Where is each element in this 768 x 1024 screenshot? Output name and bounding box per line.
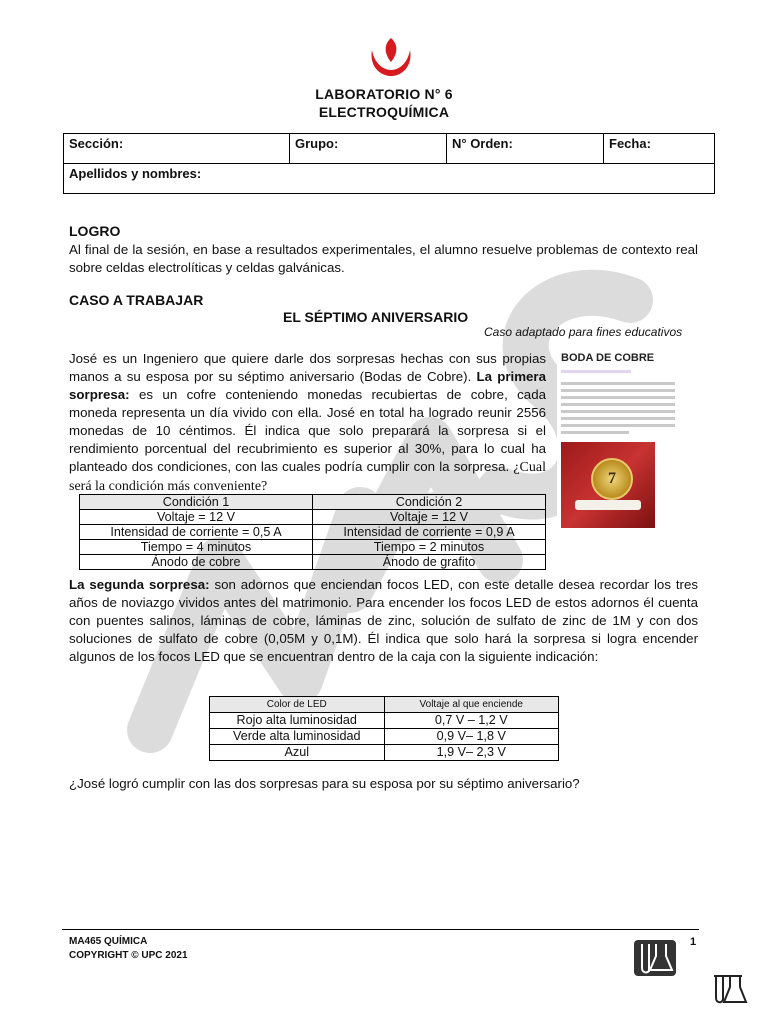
- medal-icon: 7: [591, 458, 633, 500]
- source-note: Caso adaptado para fines educativos: [484, 325, 683, 339]
- logro-text: Al final de la sesión, en base a resultados experimentales, el alumno resuelve problemas de contexto real sobre celdas electrolíticas y celdas galvánicas.: [69, 242, 698, 275]
- table-row: [80, 555, 546, 570]
- led-color-header: Color de LED: [210, 697, 385, 713]
- first-surprise-question: ¿Cual será la condición más conveniente?: [69, 460, 546, 494]
- student-info-table: [63, 133, 715, 194]
- second-surprise-text: son adornos que enciendan focos LED, con este detalle desea recordar los tres años de noviazgo vividos antes del matrimonio. Para encender los focos LED de estos adornos él cuenta con puentes salinos, láminas de cobre, láminas de zinc, solución de sulfato de zinc de 1M y con dos soluciones de sulfato de cobre (0,05M y 0,1M). Él indica que solo hará la sorpresa si logra encender algunos de los focos LED que se encuentran dentro de la caja con la siguiente indicación:: [69, 577, 699, 664]
- table-cell: 1,9 V– 2,3 V: [384, 745, 559, 761]
- second-surprise-paragraph: [69, 576, 698, 666]
- caso-heading: CASO A TRABAJAR: [69, 292, 204, 308]
- lab-subtitle: ELECTROQUÍMICA: [318, 104, 450, 120]
- table-cell: Ánodo de grafito: [313, 555, 546, 570]
- table-row: [210, 729, 559, 745]
- table-cell: Verde alta luminosidad: [210, 729, 385, 745]
- lab-flask-outline-icon: [710, 972, 750, 1008]
- table-cell: Azul: [210, 745, 385, 761]
- condition-2-header: Condición 2: [313, 495, 546, 510]
- table-cell: Tiempo = 2 minutos: [313, 540, 546, 555]
- lab-title: LABORATORIO N° 6: [315, 86, 453, 102]
- boda-de-cobre-clipping: [557, 346, 683, 536]
- table-cell: Rojo alta luminosidad: [210, 713, 385, 729]
- clipping-text-block: [561, 382, 675, 434]
- clipping-meta-bar: [561, 370, 631, 373]
- table-cell: 0,7 V – 1,2 V: [384, 713, 559, 729]
- second-surprise-label: La segunda sorpresa:: [69, 577, 210, 592]
- table-cell: Tiempo = 4 minutos: [80, 540, 313, 555]
- upc-logo-icon: [366, 34, 416, 78]
- lab-flask-icon: [632, 938, 678, 978]
- final-question: ¿José logró cumplir con las dos sorpresas para su esposa por su séptimo aniversario?: [69, 776, 580, 791]
- table-cell: Intensidad de corriente = 0,9 A: [313, 525, 546, 540]
- table-row: [80, 510, 546, 525]
- table-cell: 0,9 V– 1,8 V: [384, 729, 559, 745]
- led-voltage-header: Voltaje al que enciende: [384, 697, 559, 713]
- table-cell: Voltaje = 12 V: [80, 510, 313, 525]
- intro-text: José es un Ingeniero que quiere darle dos sorpresas hechas con sus propias manos a su esposa por su séptimo aniversario (Bodas de Cobre).: [69, 351, 546, 384]
- first-surprise-text: es un cofre conteniendo monedas recubiertas de cobre, cada moneda representa un día vivido con ella. José en total ha logrado reunir 2556 monedas de 10 céntimos. Él indica que solo preparará la sorpresa si el rendimiento porcentual del recubrimiento es superior al 30%, para lo cual ha planteado dos condiciones, con las cuales podría cumplir con la sorpresa.: [69, 387, 546, 474]
- orden-field[interactable]: N° Orden:: [447, 134, 604, 164]
- table-cell: Voltaje = 12 V: [313, 510, 546, 525]
- table-row: [80, 540, 546, 555]
- anniversary-photo: [561, 442, 655, 528]
- grupo-field[interactable]: Grupo:: [290, 134, 447, 164]
- footer-divider: [62, 929, 699, 930]
- case-intro-paragraph: [69, 350, 546, 496]
- clipping-heading: BODA DE COBRE: [561, 352, 655, 364]
- logro-heading: LOGRO: [69, 223, 121, 239]
- fecha-field[interactable]: Fecha:: [604, 134, 715, 164]
- table-row: [210, 745, 559, 761]
- table-row: [210, 713, 559, 729]
- caso-title: EL SÉPTIMO ANIVERSARIO: [283, 309, 469, 325]
- page-number: 1: [690, 936, 697, 948]
- first-surprise-label: La primera sorpresa:: [69, 369, 546, 402]
- table-cell: Ánodo de cobre: [80, 555, 313, 570]
- table-row: [80, 525, 546, 540]
- condition-1-header: Condición 1: [80, 495, 313, 510]
- footer-course: MA465 QUÍMICA: [69, 936, 148, 947]
- footer-copyright: COPYRIGHT © UPC 2021: [69, 950, 188, 961]
- table-cell: Intensidad de corriente = 0,5 A: [80, 525, 313, 540]
- led-voltage-table: [209, 696, 559, 761]
- seccion-field[interactable]: Sección:: [64, 134, 290, 164]
- conditions-table: [79, 494, 546, 570]
- nombres-field[interactable]: Apellidos y nombres:: [64, 164, 715, 194]
